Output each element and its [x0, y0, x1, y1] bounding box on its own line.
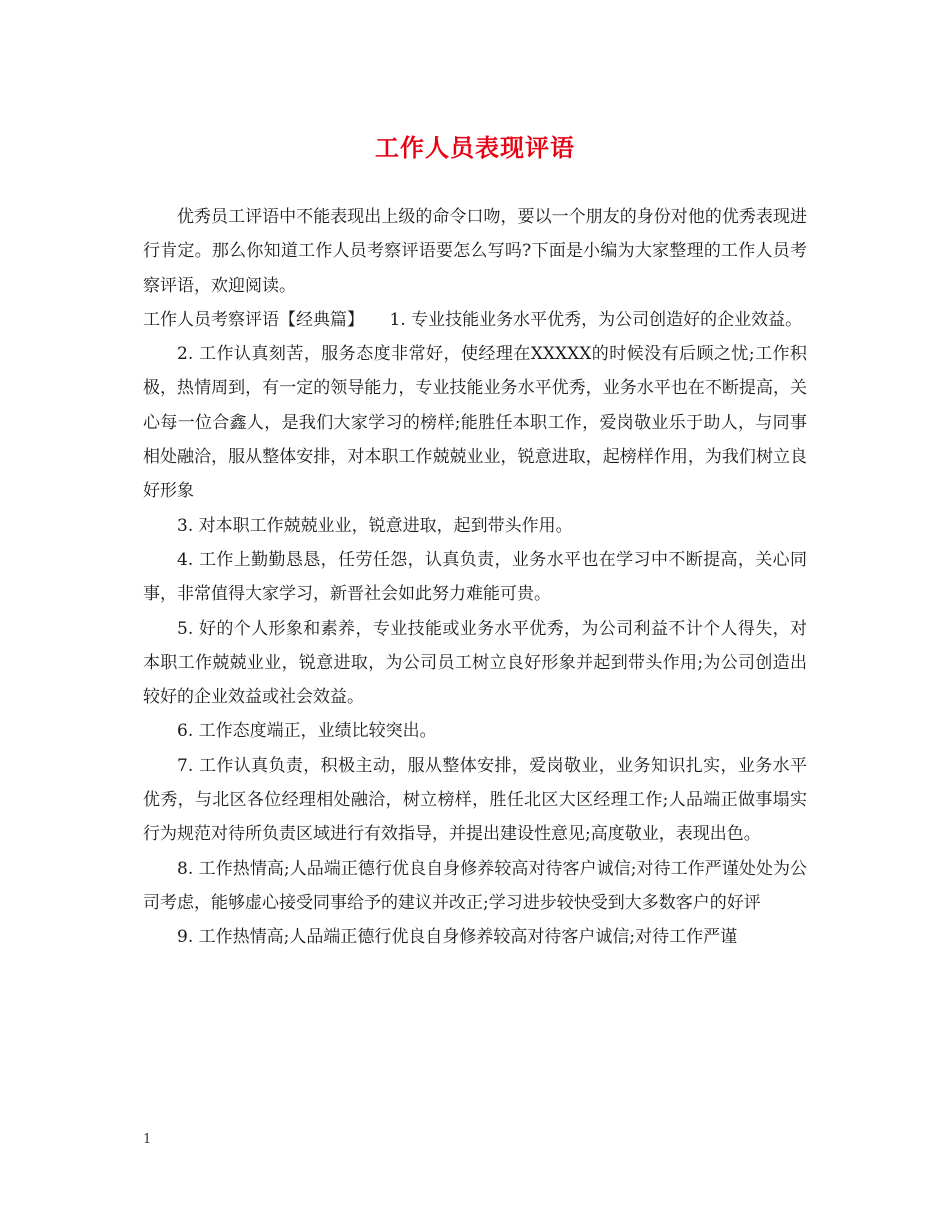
paragraph-item-1: 工作人员考察评语【经典篇】 1. 专业技能业务水平优秀，为公司创造好的企业效益。: [143, 309, 803, 330]
document-title: 工作人员表现评语: [375, 133, 575, 162]
paragraph-item-8: 8. 工作热情高;人品端正德行优良自身修养较高对待客户诚信;对待工作严谨处处为公司考虑，能够虚心接受同事给予的建议并改正;学习进步较快受到大多数客户的好评: [143, 858, 807, 913]
page-number: 1: [143, 1132, 152, 1147]
paragraph-item-2: 2. 工作认真刻苦，服务态度非常好，使经理在XXXXX的时候没有后顾之忧;工作积极，热情周到，有一定的领导能力，专业技能业务水平优秀，业务水平也在不断提高，关心每一位合鑫人，是我们大家学习的榜样;能胜任本职工作，爱岗敬业乐于助人，与同事相处融洽，服从整体安排，对本职工作兢兢业业，锐意进取，起榜样作用，为我们树立良好形象: [143, 344, 807, 502]
document-body: [143, 200, 807, 955]
paragraph-item-9: 9. 工作热情高;人品端正德行优良自身修养较高对待客户诚信;对待工作严谨: [177, 927, 738, 948]
paragraph-item-6: 6. 工作态度端正，业绩比较突出。: [177, 721, 437, 742]
paragraph-intro: 优秀员工评语中不能表现出上级的命令口吻，要以一个朋友的身份对他的优秀表现进行肯定。那么你知道工作人员考察评语要怎么写吗?下面是小编为大家整理的工作人员考察评语，欢迎阅读。: [143, 207, 807, 296]
paragraph-item-4: 4. 工作上勤勤恳恳，任劳任怨，认真负责，业务水平也在学习中不断提高，关心同事，非常值得大家学习，新晋社会如此努力难能可贵。: [143, 549, 807, 605]
paragraph-item-3: 3. 对本职工作兢兢业业，锐意进取，起到带头作用。: [177, 515, 573, 536]
paragraph-item-5: 5. 好的个人形象和素养，专业技能或业务水平优秀，为公司利益不计个人得失，对本职工作兢兢业业，锐意进取，为公司员工树立良好形象并起到带头作用;为公司创造出较好的企业效益或社会效益。: [143, 618, 807, 708]
paragraph-item-7: 7. 工作认真负责，积极主动，服从整体安排，爱岗敬业，业务知识扎实，业务水平优秀，与北区各位经理相处融洽，树立榜样，胜任北区大区经理工作;人品端正做事塌实行为规范对待所负责区域进行有效指导，并提出建设性意见;高度敬业，表现出色。: [143, 755, 807, 845]
